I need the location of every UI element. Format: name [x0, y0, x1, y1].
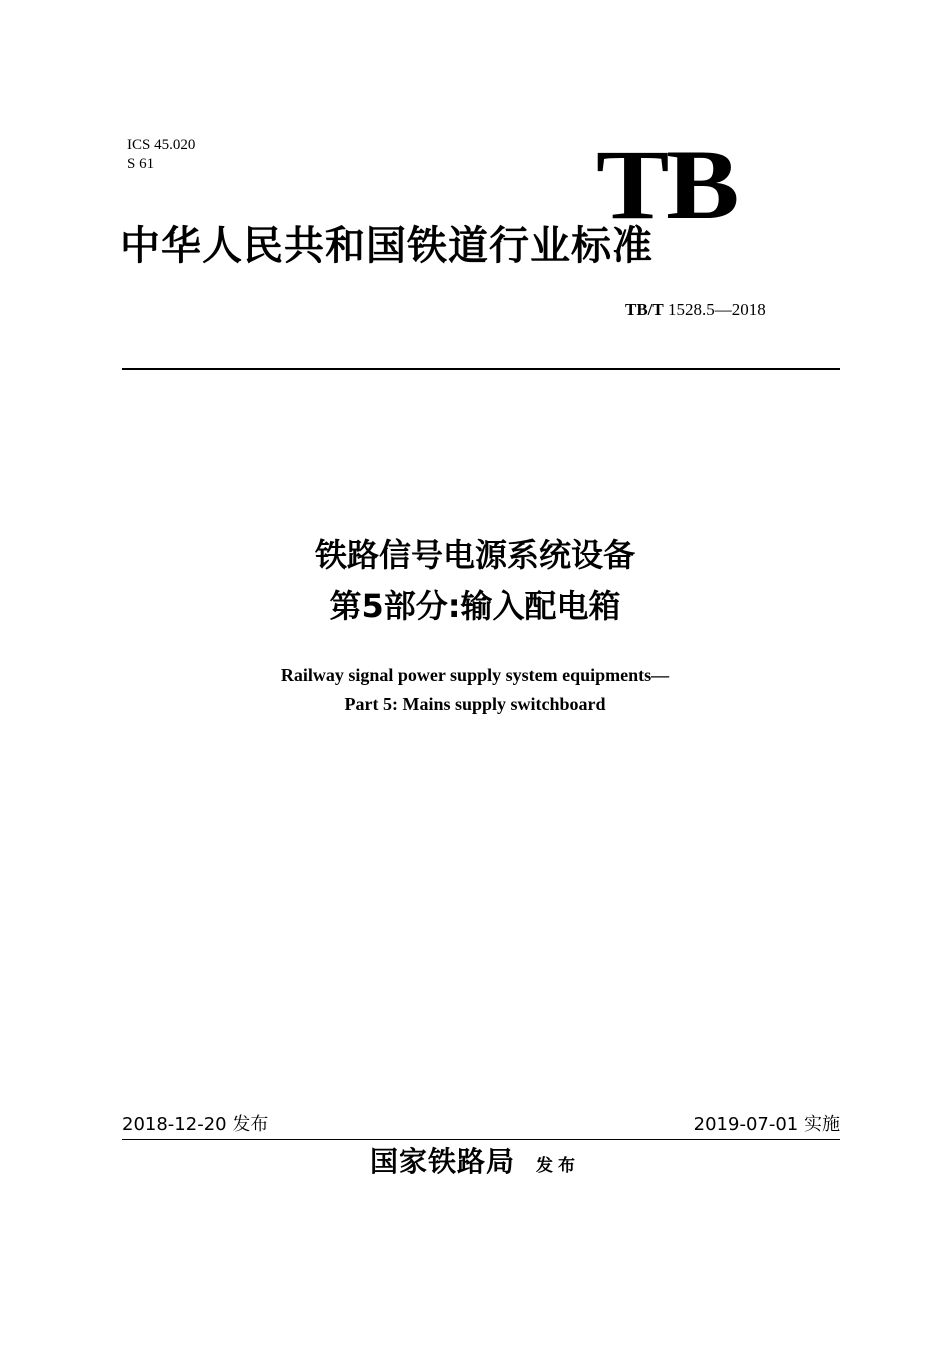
standard-number-value: 1528.5—2018: [668, 300, 766, 319]
standard-category-title: 中华人民共和国铁道行业标准: [120, 222, 653, 269]
top-divider: [122, 368, 840, 370]
tb-logo: TB: [596, 129, 737, 240]
issuer-block: [0, 1142, 950, 1186]
ics-code: ICS 45.020: [127, 137, 196, 153]
bottom-divider: [122, 1139, 840, 1140]
standard-number: [625, 298, 766, 322]
title-chinese-line1: 铁路信号电源系统设备: [314, 536, 635, 574]
title-chinese-line2: 第5部分:输入配电箱: [329, 587, 621, 625]
issuer-action: 发布: [536, 1156, 581, 1176]
issuer-name: 国家铁路局: [369, 1145, 515, 1178]
title-english-line1: Railway signal power supply system equipments—: [280, 665, 670, 685]
implementation-date: 2019-07-01 实施: [693, 1114, 840, 1135]
title-english-line2: Part 5: Mains supply switchboard: [344, 694, 606, 714]
standard-number-prefix: TB/T: [625, 300, 664, 319]
issue-date: 2018-12-20 发布: [122, 1114, 269, 1135]
ccs-code: S 61: [127, 156, 155, 172]
